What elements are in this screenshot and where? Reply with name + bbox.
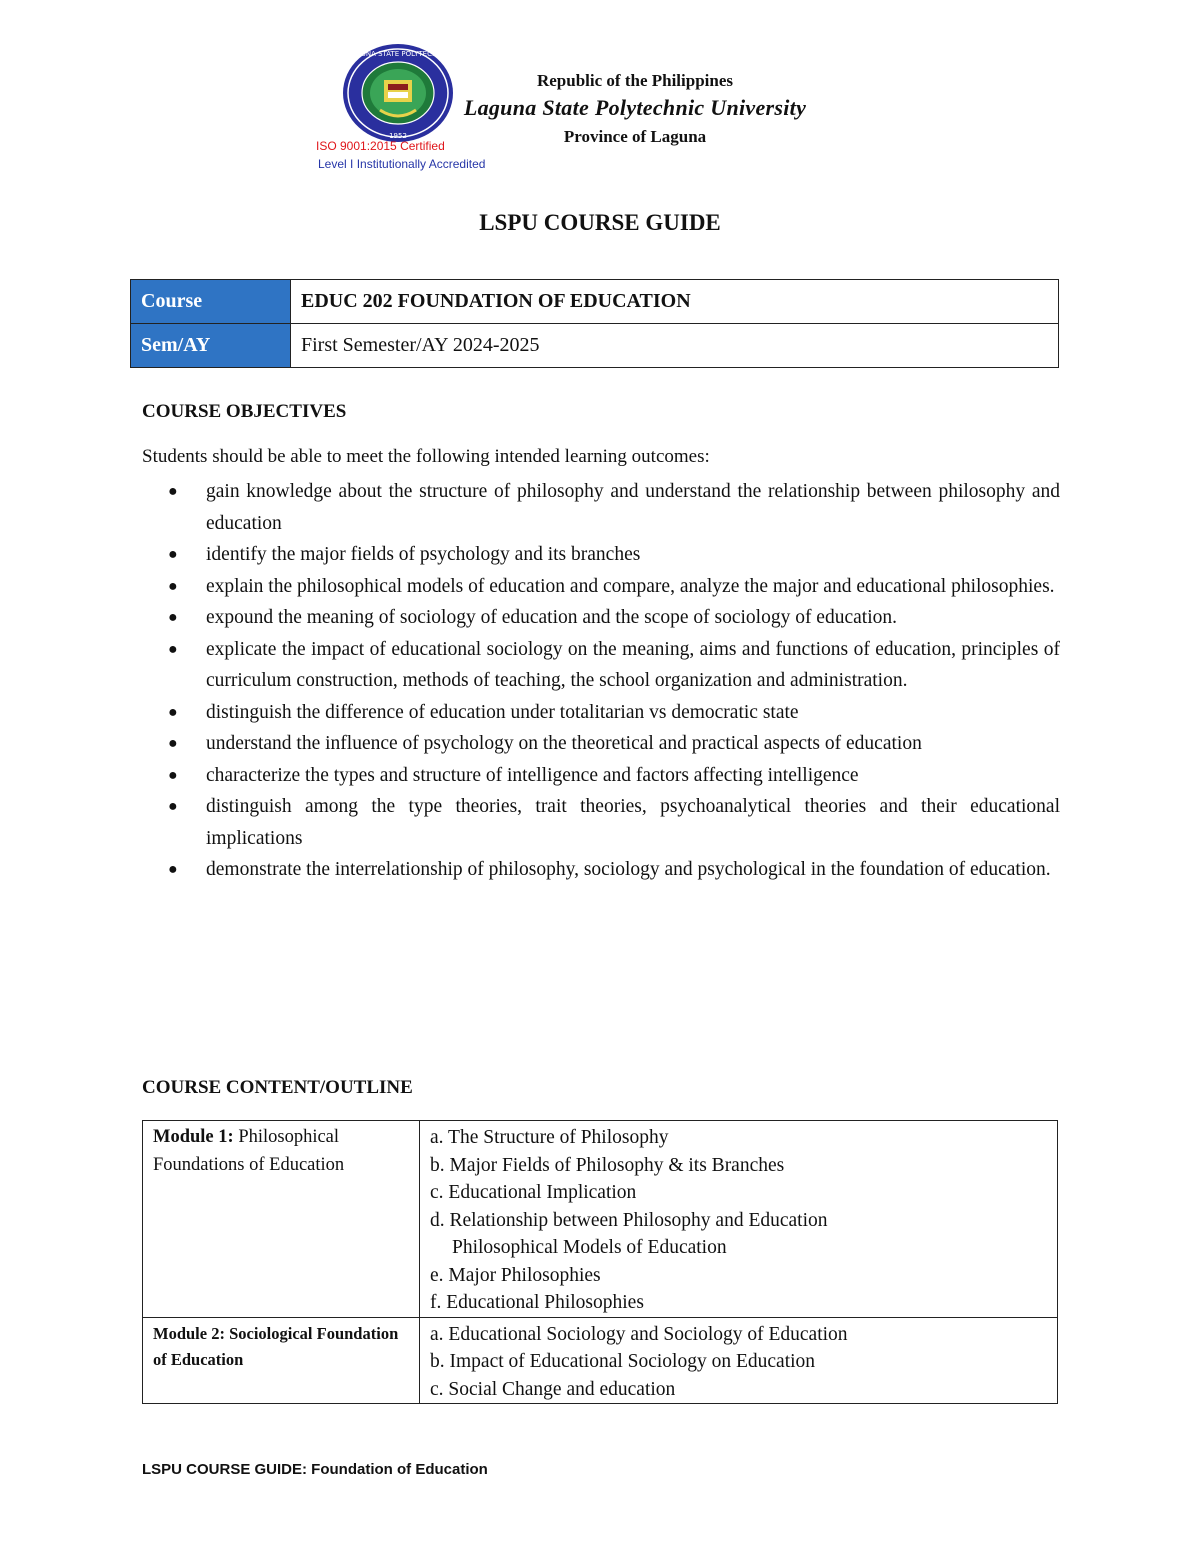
table-row <box>143 1317 1058 1404</box>
list-item: ● understand the influence of psychology on the theoretical and practical aspects of education <box>142 728 1060 760</box>
objectives-intro: Students should be able to meet the following intended learning outcomes: <box>142 446 710 467</box>
bullet-icon: ● <box>168 640 178 658</box>
page-title: LSPU COURSE GUIDE <box>479 210 721 235</box>
course-value: EDUC 202 FOUNDATION OF EDUCATION <box>291 280 1059 324</box>
province-heading: Province of Laguna <box>563 127 707 146</box>
module-2-cell <box>143 1317 420 1404</box>
svg-text:1952: 1952 <box>389 132 407 140</box>
bullet-icon: ● <box>168 609 178 626</box>
list-item: ● expound the meaning of sociology of education and the scope of sociology of education. <box>142 602 1060 634</box>
list-item: ● gain knowledge about the structure of philosophy and understand the relationship between philosophy and education <box>142 476 1060 539</box>
topic-item: d. Relationship between Philosophy and Education <box>430 1209 828 1231</box>
module-name: Sociological Foundation of Education <box>153 1323 399 1369</box>
list-item: ● demonstrate the interrelationship of philosophy, sociology and psychological in the foundation of education. <box>142 854 1060 886</box>
module-name: Philosophical Foundations of Education <box>153 1127 345 1175</box>
table-row <box>143 1121 1058 1318</box>
outline-table <box>142 1120 1058 1404</box>
list-item: ● distinguish the difference of education under totalitarian vs democratic state <box>142 697 1060 729</box>
course-label: Course <box>131 280 291 324</box>
bullet-icon: ● <box>168 577 178 595</box>
bullet-icon: ● <box>168 766 178 784</box>
list-item: ● explain the philosophical models of education and compare, analyze the major and educational philosophies. <box>142 571 1060 603</box>
topic-item: a. The Structure of Philosophy <box>430 1127 669 1148</box>
list-item: ● explicate the impact of educational sociology on the meaning, aims and functions of education, principles of curriculum construction, methods of teaching, the school organization and administration. <box>142 634 1060 697</box>
outline-heading: COURSE CONTENT/OUTLINE <box>142 1077 413 1098</box>
objectives-heading: COURSE OBJECTIVES <box>142 401 347 422</box>
university-seal-icon <box>340 42 456 144</box>
list-item: ● identify the major fields of psychology and its branches <box>142 539 1060 571</box>
republic-heading: Republic of the Philippines <box>536 71 733 90</box>
module-1-topics <box>420 1121 1058 1318</box>
sem-value: First Semester/AY 2024-2025 <box>291 324 1059 368</box>
topic-item: b. Impact of Educational Sociology on Education <box>430 1351 816 1372</box>
page-footer: LSPU COURSE GUIDE: Foundation of Education <box>142 1461 488 1478</box>
module-label: Module 2: <box>153 1323 225 1343</box>
course-info-table <box>130 279 1059 368</box>
topic-item: a. Educational Sociology and Sociology of Education <box>430 1323 848 1345</box>
list-item: ● characterize the types and structure of intelligence and factors affecting intelligence <box>142 760 1060 792</box>
sem-row <box>131 324 1059 368</box>
university-name: Laguna State Polytechnic University <box>463 95 807 120</box>
iso-certification: ISO 9001:2015 Certified <box>316 139 445 153</box>
module-1-cell <box>143 1121 420 1318</box>
bullet-icon: ● <box>168 703 178 721</box>
topic-item: e. Major Philosophies <box>430 1264 601 1286</box>
topic-item: Philosophical Models of Education <box>452 1237 727 1258</box>
bullet-icon: ● <box>168 798 178 815</box>
bullet-icon: ● <box>168 483 178 500</box>
topic-item: b. Major Fields of Philosophy & its Branches <box>430 1154 785 1176</box>
topic-item: c. Social Change and education <box>430 1378 676 1400</box>
module-label: Module 1: <box>153 1127 234 1147</box>
list-item: ● distinguish among the type theories, trait theories, psychoanalytical theories and their educational implications <box>142 791 1060 854</box>
bullet-icon: ● <box>168 861 178 878</box>
topic-item: c. Educational Implication <box>430 1182 637 1203</box>
bullet-icon: ● <box>168 735 178 752</box>
module-2-topics <box>420 1317 1058 1404</box>
svg-text:LAGUNA STATE POLYTECHNIC: LAGUNA STATE POLYTECHNIC <box>346 50 450 58</box>
accreditation-level: Level I Institutionally Accredited <box>318 157 486 171</box>
course-row <box>131 280 1059 324</box>
bullet-icon: ● <box>168 546 178 563</box>
objectives-list <box>142 476 1060 886</box>
topic-item: f. Educational Philosophies <box>430 1292 644 1313</box>
sem-label: Sem/AY <box>131 324 291 368</box>
